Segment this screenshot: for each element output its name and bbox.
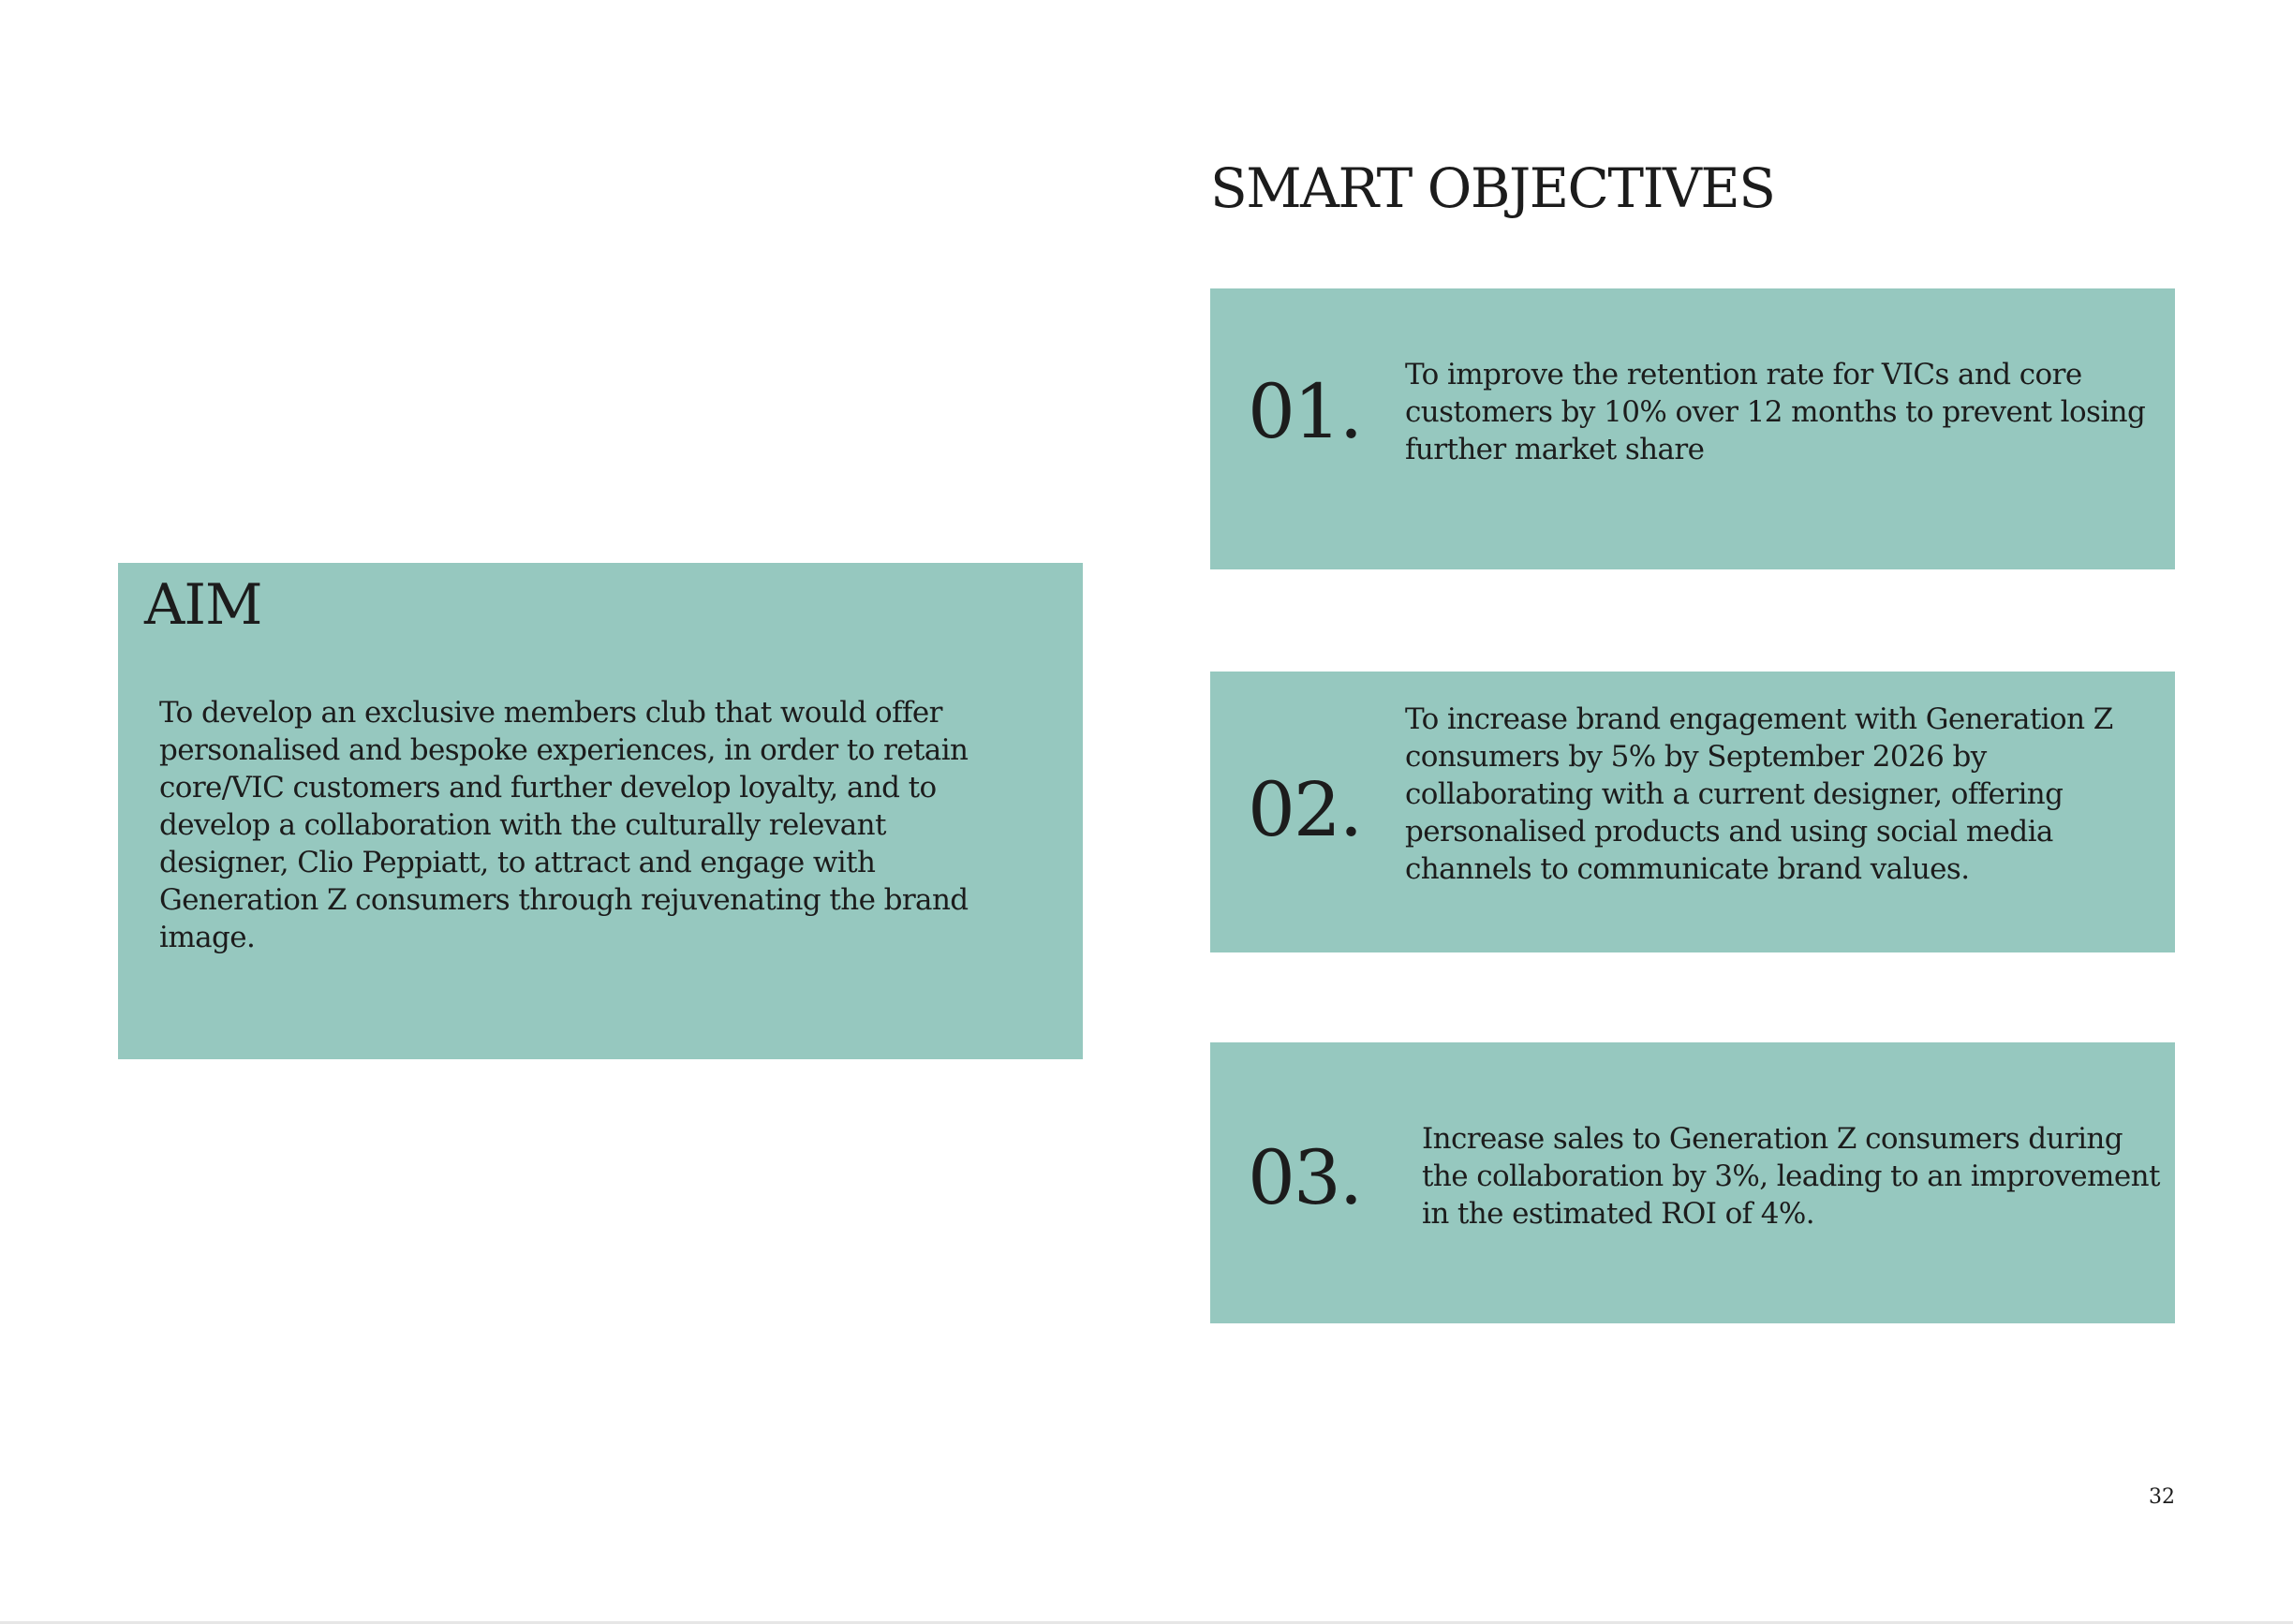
objective-number: 03. bbox=[1248, 1134, 1362, 1221]
aim-heading: AIM bbox=[144, 572, 262, 638]
aim-body-text: To develop an exclusive members club that would offer personalised and bespoke experiences, in order to retain core/VIC customers and further develop loyalty, and to develop a collaboration with the culturally relevant designer, Clio Peppiatt, to attract and engage with Generation Z consumers through rejuvenating the brand image. bbox=[159, 696, 969, 954]
page-number: 32 bbox=[2149, 1485, 2175, 1509]
objective-number: 01. bbox=[1248, 368, 1362, 455]
objective-card-01 bbox=[1210, 288, 2175, 569]
objective-text: Increase sales to Generation Z consumers during the collaboration by 3%, leading to an improvement in the estimated ROI of 4%. bbox=[1422, 1122, 2160, 1231]
objective-text: To improve the retention rate for VICs and core customers by 10% over 12 months to prevent losing further market share bbox=[1405, 358, 2146, 466]
objective-text: To increase brand engagement with Generation Z consumers by 5% by September 2026 by collaborating with a current designer, offering personalised products and using social media channels to communicate brand values. bbox=[1405, 702, 2113, 886]
smart-objectives-heading: SMART OBJECTIVES bbox=[1210, 156, 1775, 220]
objective-number: 02. bbox=[1248, 766, 1362, 853]
aim-panel bbox=[118, 563, 1083, 1059]
objective-card-03 bbox=[1210, 1042, 2175, 1323]
objective-card-02 bbox=[1210, 672, 2175, 952]
